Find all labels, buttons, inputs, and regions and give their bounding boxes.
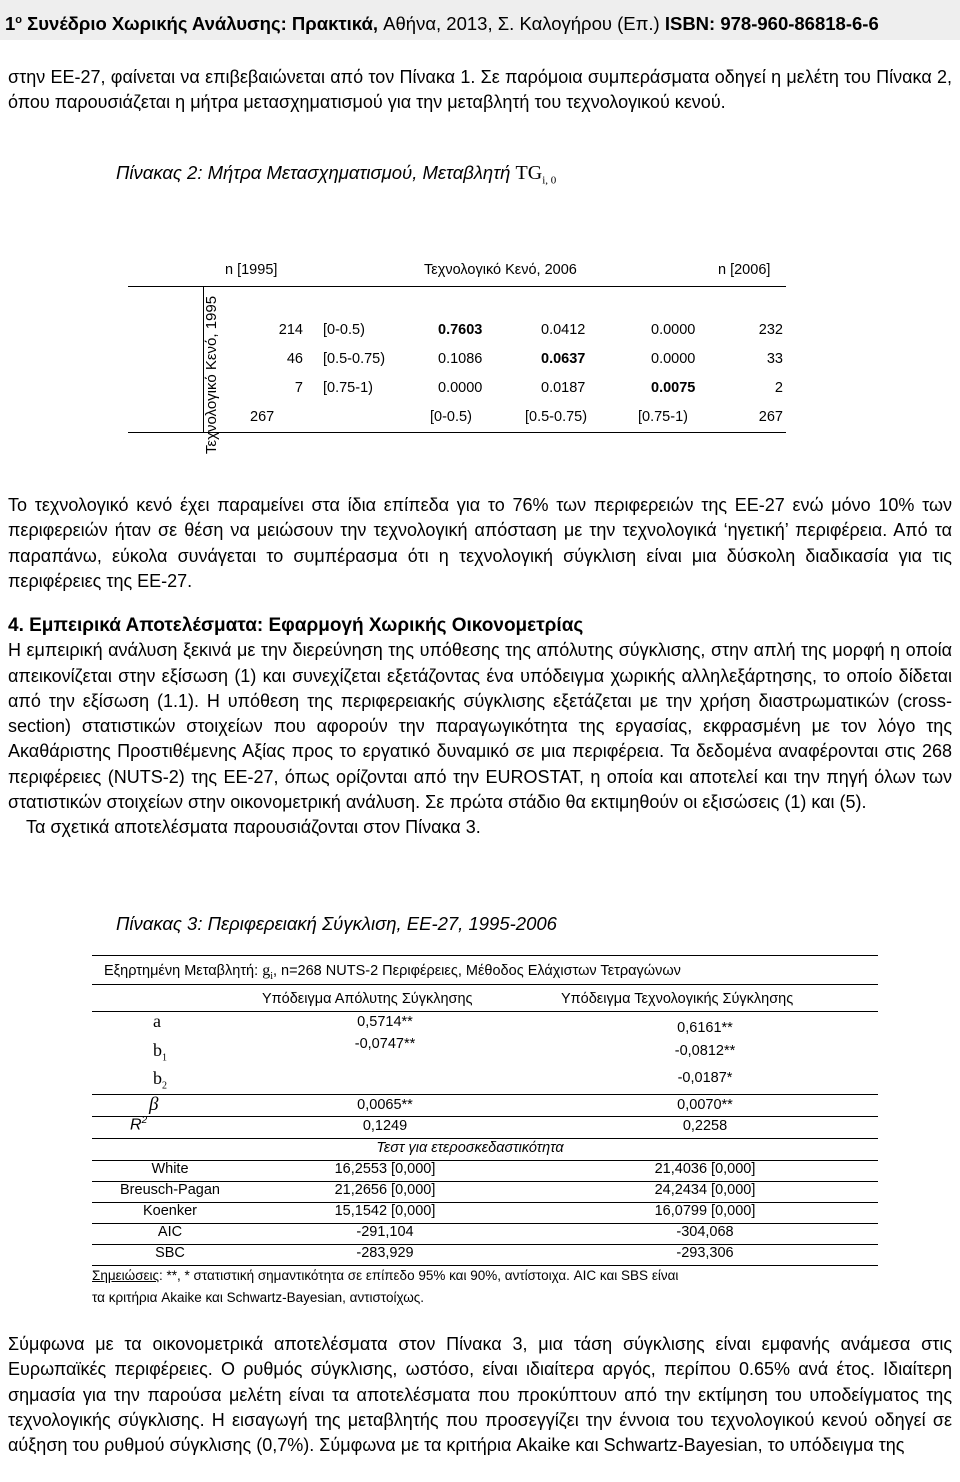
table3-row-r2-v2: 0,2258 — [682, 1118, 728, 1134]
section4-heading: 4. Εμπειρικά Αποτελέσματα: Εφαρμογή Χωρικής Οικονομετρίας — [8, 615, 584, 636]
table2-row2-range: [0.5-0.75) — [323, 351, 386, 367]
table2-col-n1995: n [1995] — [225, 262, 278, 278]
header-details: Αθήνα, 2013, Σ. Καλογήρου (Επ.) — [383, 13, 660, 35]
table3-test-aic-v1: -291,104 — [356, 1224, 414, 1240]
table2-row3-v1: 0.0000 — [438, 380, 483, 396]
table2-total-c1: [0-0.5) — [430, 409, 472, 425]
table3-row-a-v1: 0,5714** — [357, 1014, 413, 1030]
table3-test-white-label: White — [151, 1161, 189, 1177]
table2-total-c3: [0.75-1) — [638, 409, 688, 425]
table3-test-aic-v2: -304,068 — [676, 1224, 734, 1240]
table2-var: TG — [515, 162, 543, 184]
table3-test-bp-v1: 21,2656 [0,000] — [334, 1182, 436, 1198]
table2-row2-n2: 33 — [766, 351, 783, 367]
table2-total-c2: [0.5-0.75) — [525, 409, 588, 425]
table2-row3-v3: 0.0075 — [651, 380, 696, 396]
table2-row2-v3: 0.0000 — [651, 351, 696, 367]
table3-rule-mid — [92, 984, 878, 985]
table2-col-title: Τεχνολογικό Κενό, 2006 — [424, 262, 577, 278]
table2-row-label: Τεχνολογικό Κενό, 1995 — [203, 295, 220, 455]
table3-test-koenker-v1: 15,1542 [0,000] — [334, 1203, 436, 1219]
final-paragraph: Σύμφωνα με τα οικονομετρικά αποτελέσματα στον Πίνακα 3, μια τάση σύγκλισης είναι εμφανής ανάμεσα στις Ευρωπαϊκές περιφέρειες. Ο ρυθμός σύγκλισης, ωστόσο, είναι ιδιαίτερα αργός, περίπου 0.65% ανά έτος. Ιδιαίτερη σημασία για την παρούσα μελέτη είναι τα αποτελέσματα που προκύπτουν από την εκτίμηση του υποδείγματος της τεχνολογικής σύγκλισης. Η εισαγωγή της μεταβλητής που προσεγγίζει την έννοια του τεχνολογικού κενού οδηγεί σε αύξηση του ρυθμού σύγκλισης (0,7%). Σύμφωνα με τα κριτήρια Akaike και Schwartz-Bayesian, το υπόδειγμα της — [8, 1334, 952, 1456]
table3-rule-coef — [92, 1094, 878, 1095]
table3-test-white-v2: 21,4036 [0,000] — [654, 1161, 756, 1177]
header-conference: Συνέδριο Χωρικής Ανάλυσης: Πρακτικά, — [27, 13, 379, 35]
table2-row2-v2: 0.0637 — [541, 351, 586, 367]
table3-test-aic-label: AIC — [157, 1224, 183, 1240]
table3-row-b1-v2: -0,0812** — [674, 1043, 736, 1059]
table3-dep-sub: i — [270, 970, 273, 982]
table3-col1: Υπόδειγμα Απόλυτης Σύγκλησης — [262, 991, 473, 1007]
table2-row3-v2: 0.0187 — [541, 380, 586, 396]
table3-notes: Σημειώσεις: **, * στατιστική σημαντικότητα σε επίπεδο 95% και 90%, αντίστοιχα. AIC και SBS είναι — [92, 1268, 679, 1283]
table3-rule-r2 — [92, 1138, 878, 1139]
table3-row-beta-v2: 0,0070** — [677, 1097, 733, 1113]
header-isbn: ISBN: 978-960-86818-6-6 — [664, 13, 879, 35]
table3-test-white-v1: 16,2553 [0,000] — [334, 1161, 436, 1177]
table3-dep-var: g — [262, 962, 271, 979]
table3-rule-beta — [92, 1116, 878, 1117]
table3-row-b2-label: $b_2$ — [153, 1068, 167, 1092]
table2-total-n2: 267 — [758, 409, 783, 425]
table2-row1-n2: 232 — [758, 322, 783, 338]
table2-row1-v3: 0.0000 — [651, 322, 696, 338]
table2-row3-range: [0.75-1) — [323, 380, 373, 396]
table3-test-sbc-v1: -283,929 — [356, 1245, 414, 1261]
table3-test-sbc-label: SBC — [155, 1245, 185, 1261]
table3-het-title: Τεστ για ετεροσκεδαστικότητα — [376, 1140, 564, 1156]
table3-row-beta-label: β — [149, 1094, 159, 1115]
table3-rule-bottom — [92, 1265, 878, 1266]
table2-col-n2006: n [2006] — [718, 262, 771, 278]
table2-row1-range: [0-0.5) — [323, 322, 365, 338]
table3-row-a-label: a — [153, 1011, 161, 1031]
table2-title: Πίνακας 2: Μήτρα Μετασχηματισμού, Μεταβλητή $TG_{i, 0}$ — [116, 162, 557, 187]
table2-row1-n: 214 — [278, 322, 303, 338]
intro-paragraph: στην ΕΕ-27, φαίνεται να επιβεβαιώνεται από τον Πίνακα 1. Σε παρόμοια συμπεράσματα οδηγεί η μελέτη του Πίνακα 2, όπου παρουσιάζεται η μήτρα μετασχηματισμού για την μεταβλητή του τεχνολογικού κενού. — [8, 67, 952, 113]
table2-row2-v1: 0.1086 — [438, 351, 483, 367]
table2-row3-n2: 2 — [774, 380, 783, 396]
table3-row-r2-label: $R^2$ — [130, 1115, 148, 1134]
table3-rule-top — [92, 955, 878, 956]
paragraph-results: Το τεχνολογικό κενό έχει παραμείνει στα ίδια επίπεδα για το 76% των περιφερειών της ΕΕ-27 ενώ μόνο 10% των περιφερειών ήταν σε θέση να μειώσουν την τεχνολογική απόσταση με την τεχνολογικά ‘ηγετική’ περιφέρεια. Από τα παραπάνω, εύκολα συνάγεται το συμπέρασμα ότι η τεχνολογική σύγκλιση είναι μια δύσκολη διαδικασία για τις περιφέρειες της ΕΕ-27. — [8, 495, 952, 591]
table3-test-koenker-v2: 16,0799 [0,000] — [654, 1203, 756, 1219]
table2-row1-v1: 0.7603 — [438, 322, 483, 338]
table3-dependent: Εξηρτημένη Μεταβλητή: $g_i$, n=268 NUTS-2 Περιφέρειες, Μέθοδος Ελάχιστων Τετραγώνων — [104, 962, 681, 982]
table3-row-b1-label: $b_1$ — [153, 1040, 167, 1064]
table3-test-bp-label: Breusch-Pagan — [120, 1182, 220, 1198]
table3-test-bp-v2: 24,2434 [0,000] — [654, 1182, 756, 1198]
table2-total-n: 267 — [250, 409, 275, 425]
header-number: 1 — [5, 13, 16, 35]
table3-notes-2: τα κριτήρια Akaike και Schwartz-Bayesian, αντιστοίχως. — [92, 1290, 425, 1305]
section4-body-end: Τα σχετικά αποτελέσματα παρουσιάζονται στον Πίνακα 3. — [26, 817, 481, 838]
table3-row-b1-v1: -0,0747** — [354, 1036, 416, 1052]
table3-col2: Υπόδειγμα Τεχνολογικής Σύγκλησης — [561, 991, 794, 1007]
table3-row-r2-v1: 0,1249 — [362, 1118, 408, 1134]
table3-rule-header — [92, 1011, 878, 1012]
table2-row3-n: 7 — [294, 380, 303, 396]
table3-row-a-v2: 0,6161** — [677, 1020, 733, 1036]
table3-row-beta-v1: 0,0065** — [357, 1097, 413, 1113]
table3-test-sbc-v2: -293,306 — [676, 1245, 734, 1261]
table3-title: Πίνακας 3: Περιφερειακή Σύγκλιση, ΕΕ-27, 1995-2006 — [116, 913, 557, 934]
table3-row-b2-v2: -0,0187* — [677, 1070, 733, 1086]
table3-test-koenker-label: Koenker — [142, 1203, 197, 1219]
header-sup: ο — [15, 14, 23, 26]
section4-body: Η εμπειρική ανάλυση ξεκινά με την διερεύνηση της υπόθεσης της απόλυτης σύγκλισης, στην απλή της μορφή η οποία απεικονίζεται στην εξίσωση (1) και συνεχίζεται εξετάζοντας ένα υπόδειγμα χωρικής αλληλεξάρτησης, το οποίο δίδεται από την εξίσωση (1.1). Η υπόθεση της περιφερειακής σύγκλισης εξετάζεται με την χρήση διαστρωματικών (cross-section) στατιστικών στοιχείων που αφορούν την παραγωγικότητα της εργασίας, εκφρασμένη με τον λόγο της Ακαθάριστης Προστιθέμενης Αξίας προς το εργατικό δυναμικό σε μια περιφέρεια. Τα δεδομένα αναφέρονται στις 268 περιφέρειες (NUTS-2) της ΕΕ-27, όπως ορίζονται από την EUROSTAT, η οποία και αποτελεί και την πηγή όλων των στατιστικών στοιχείων στην οικονομετρική ανάλυση. Σε πρώτα στάδιο θα εκτιμηθούν οι εξισώσεις (1) και (5). — [8, 640, 952, 813]
table2-row1-v2: 0.0412 — [541, 322, 586, 338]
table2-var-sub: i, 0 — [542, 174, 557, 187]
table2-row2-n: 46 — [286, 351, 303, 367]
